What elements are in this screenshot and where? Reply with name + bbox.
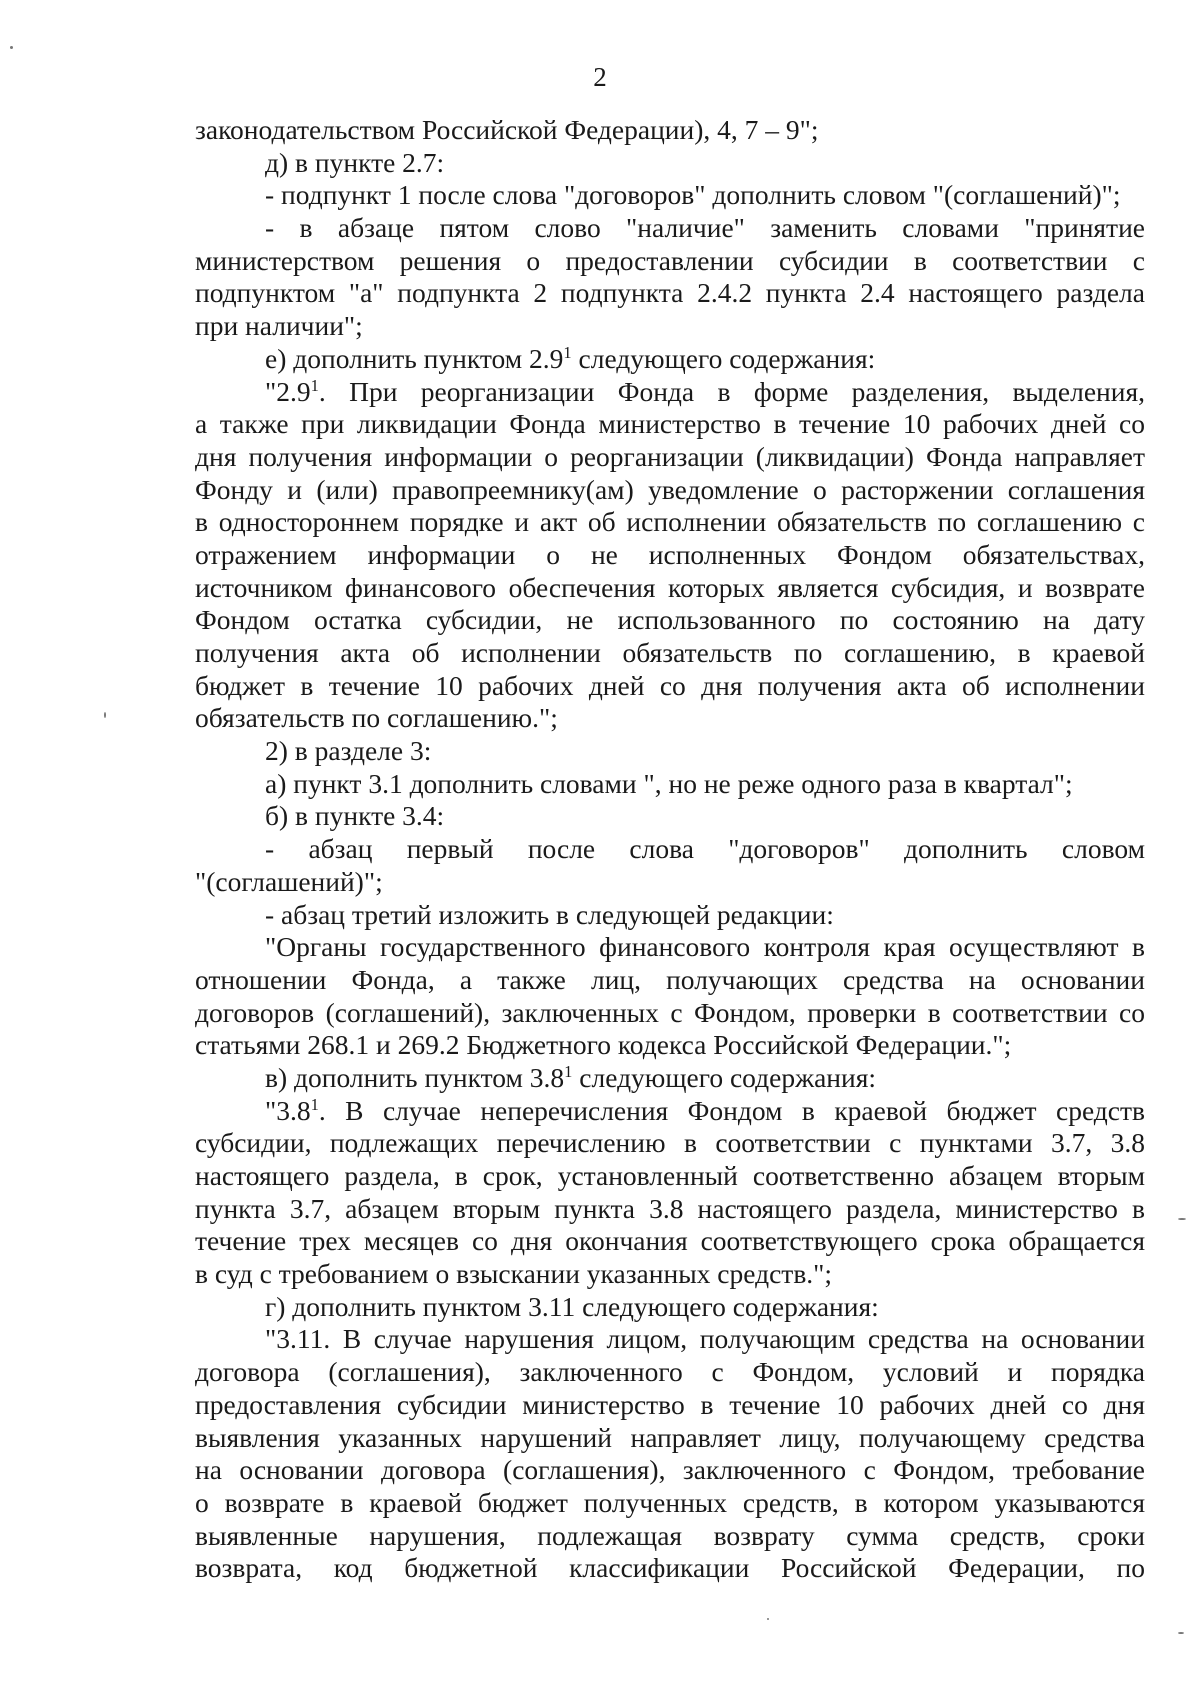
text-line: - абзац первый после слова "договоров" дополнить словом (265, 833, 1145, 865)
superscript-mark: 1 (563, 342, 572, 362)
text-line: а также при ликвидации Фонда министерство в течение 10 рабочих дней со (195, 408, 1145, 440)
text-line: г) дополнить пунктом 3.11 следующего содержания: (265, 1290, 879, 1322)
text-segment: е) дополнить пунктом 2.9 (265, 342, 564, 374)
text-segment: в) дополнить пунктом 3.8 (265, 1061, 565, 1093)
text-line: субсидии, подлежащих перечислению в соответствии с пунктами 3.7, 3.8 (195, 1127, 1145, 1159)
text-line: договора (соглашения), заключенного с Фондом, условий и порядка (195, 1356, 1145, 1388)
text-line (195, 376, 1145, 409)
text-segment: следующего содержания: (571, 342, 876, 374)
text-line: дня получения информации о реорганизации (ликвидации) Фонда направляет (195, 440, 1145, 472)
text-segment: "3.8 (265, 1094, 311, 1126)
text-line: в одностороннем порядке и акт об исполнении обязательств по соглашению с (195, 506, 1145, 538)
text-line: выявленные нарушения, подлежащая возврату сумма средств, сроки (195, 1519, 1145, 1551)
text-line: Фонду и (или) правопреемнику(ам) уведомление о расторжении соглашения (195, 473, 1145, 505)
text-line: отражением информации о не исполненных Фондом обязательствах, (195, 538, 1145, 570)
text-line: "Органы государственного финансового контроля края осуществляют в (265, 931, 1145, 963)
text-segment: следующего содержания: (572, 1061, 876, 1093)
superscript-mark: 1 (564, 1061, 573, 1081)
page-number: 2 (593, 62, 607, 92)
text-segment: "2.9 (265, 375, 311, 407)
text-line: возврата, код бюджетной классификации Российской Федерации, по (195, 1552, 1145, 1584)
text-segment: . В случае неперечисления Фондом в краевой бюджет средств (318, 1094, 1145, 1126)
text-line (195, 343, 1145, 376)
superscript-mark: 1 (310, 375, 319, 395)
text-line: законодательством Российской Федерации), 4, 7 – 9"; (195, 114, 819, 145)
text-line: на основании договора (соглашения), заключенного с Фондом, требование (195, 1454, 1145, 1486)
text-line: "3.11. В случае нарушения лицом, получающим средства на основании (265, 1323, 1145, 1355)
text-line: предоставления субсидии министерство в течение 10 рабочих дней со дня (195, 1388, 1145, 1420)
text-line: выявления указанных нарушений направляет лицу, получающему средства (195, 1421, 1145, 1453)
text-line: д) в пункте 2.7: (265, 146, 445, 178)
text-line: подпунктом "а" подпункта 2 подпункта 2.4.2 пункта 2.4 настоящего раздела (195, 277, 1145, 309)
scan-speck (767, 1618, 769, 1620)
text-line: отношении Фонда, а также лиц, получающих средства на основании (195, 963, 1145, 995)
text-line: получения акта об исполнении обязательств по соглашению, в краевой (195, 637, 1145, 668)
text-line: 2) в разделе 3: (265, 735, 432, 767)
text-line: обязательств по соглашению."; (195, 702, 558, 734)
text-line: статьями 268.1 и 269.2 Бюджетного кодекса Российской Федерации."; (195, 1029, 1012, 1061)
text-line (195, 1095, 1145, 1128)
superscript-mark: 1 (310, 1094, 319, 1114)
text-line: - в абзаце пятом слово "наличие" заменить словами "принятие (265, 212, 1145, 244)
text-line: - подпункт 1 после слова "договоров" дополнить словом "(соглашений)"; (265, 179, 1121, 211)
scan-speck (1178, 1218, 1186, 1220)
text-segment: . При реорганизации Фонда в форме разделения, выделения, (318, 375, 1145, 407)
text-line: а) пункт 3.1 дополнить словами ", но не реже одного раза в квартал"; (265, 767, 1073, 799)
text-line: настоящего раздела, в срок, установленный соответственно абзацем вторым (195, 1160, 1145, 1191)
scan-speck (104, 712, 106, 718)
text-line: источником финансового обеспечения которых является субсидия, и возврате (195, 571, 1145, 603)
text-line: пункта 3.7, абзацем вторым пункта 3.8 настоящего раздела, министерство в (195, 1192, 1145, 1224)
text-line: - абзац третий изложить в следующей редакции: (265, 898, 834, 930)
text-line: течение трех месяцев со дня окончания соответствующего срока обращается (195, 1225, 1145, 1257)
text-line: б) в пункте 3.4: (265, 800, 445, 832)
text-line: договоров (соглашений), заключенных с Фондом, проверки в соответствии со (195, 996, 1145, 1028)
text-line: при наличии"; (195, 310, 363, 342)
text-line: министерством решения о предоставлении субсидии в соответствии с (195, 244, 1145, 276)
text-line: о возврате в краевой бюджет полученных средств, в котором указываются (195, 1486, 1145, 1518)
scan-speck (10, 46, 13, 49)
text-line: в суд с требованием о взыскании указанных средств."; (195, 1258, 833, 1290)
scan-speck (1178, 1632, 1184, 1634)
text-line (195, 1062, 1145, 1095)
document-body (195, 114, 1145, 1585)
text-line: Фондом остатка субсидии, не использованного по состоянию на дату (195, 604, 1145, 636)
text-line: бюджет в течение 10 рабочих дней со дня получения акта об исполнении (195, 669, 1145, 701)
text-line: "(соглашений)"; (195, 865, 383, 897)
